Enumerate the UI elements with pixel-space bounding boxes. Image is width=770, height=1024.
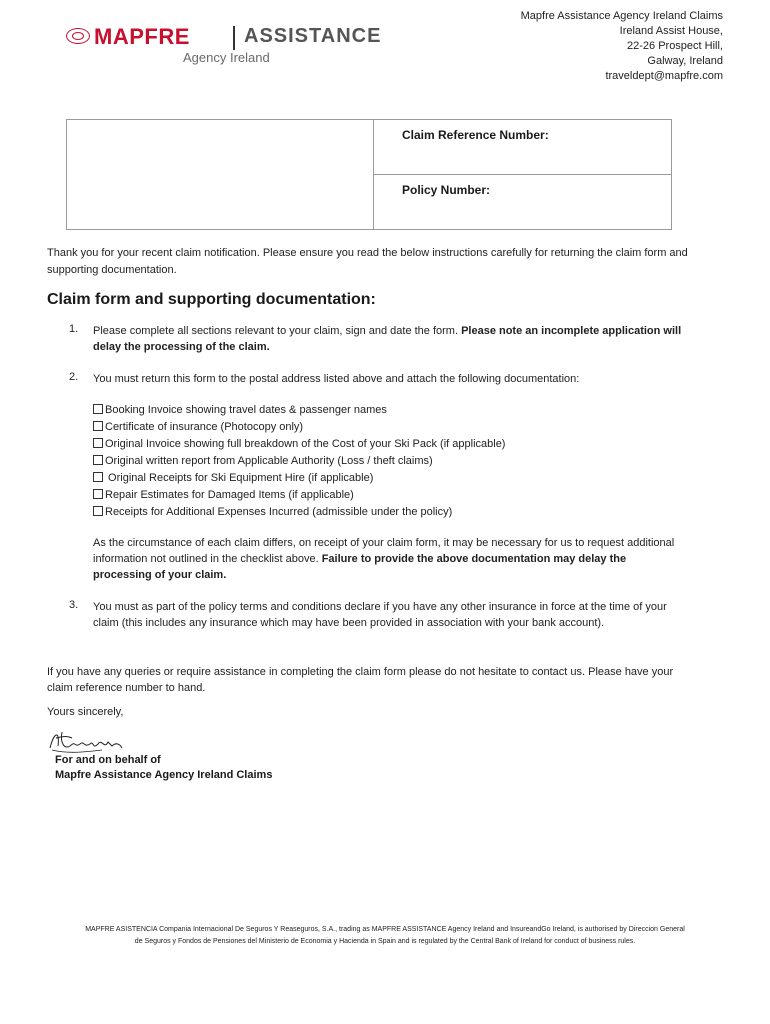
footer-line: de Seguros y Fondos de Pensiones del Ministerio de Economia y Hacienda in Spain and is regulated by the Central Bank of Ireland for conduct of business rules. [134, 938, 636, 945]
address-block [521, 9, 723, 84]
circumstance-paragraph [93, 535, 683, 583]
checklist-item [93, 504, 505, 521]
checkbox-icon[interactable] [93, 472, 103, 482]
circumstance-body: As the circumstance of each claim differs, on receipt of your claim form, it may be necessary for us to request additional information not outlined in the checklist above. [93, 537, 675, 565]
checkbox-icon[interactable] [93, 421, 103, 431]
behalf-company: Mapfre Assistance Agency Ireland Claims [55, 769, 273, 781]
reference-box [66, 119, 672, 230]
checkbox-icon[interactable] [93, 455, 103, 465]
logo-subtitle: Agency Ireland [183, 50, 270, 65]
item-2-text: You must return this form to the postal address listed above and attach the following documentation: [93, 373, 580, 385]
legal-footer [40, 924, 730, 948]
policy-number-label: Policy Number: [402, 183, 491, 197]
email-address: traveldept@mapfre.com [605, 70, 723, 82]
mapfre-emblem-icon [66, 28, 90, 44]
checklist-item [93, 470, 505, 487]
item-1-text [93, 323, 693, 355]
intro-paragraph: Thank you for your recent claim notification. Please ensure you read the below instructions carefully for returning the claim form and supporting documentation. [47, 247, 688, 276]
item-number: 3. [69, 599, 79, 611]
checkbox-icon[interactable] [93, 489, 103, 499]
address-window-box [67, 120, 374, 229]
checklist-item [93, 436, 505, 453]
checklist-item [93, 487, 505, 504]
closing-paragraph: If you have any queries or require assistance in completing the claim form please do not hesitate to contact us. Please have your claim reference number to hand. [47, 666, 674, 694]
checklist-label: Booking Invoice showing travel dates & passenger names [105, 404, 387, 416]
logo-division: ASSISTANCE [244, 25, 382, 47]
documentation-checklist [93, 402, 505, 521]
checklist-item [93, 419, 505, 436]
checklist-item [93, 402, 505, 419]
behalf-line: For and on behalf of [55, 754, 161, 766]
checklist-label: Original Invoice showing full breakdown of the Cost of your Ski Pack (if applicable) [105, 438, 506, 450]
policy-number-field [374, 175, 671, 229]
address-line: 22-26 Prospect Hill, [627, 40, 723, 52]
sign-off: Yours sincerely, [47, 706, 124, 718]
item-1-warning: Please note an incomplete application will delay the processing of the claim. [93, 325, 682, 353]
address-line: Ireland Assist House, [619, 25, 723, 37]
item-number: 1. [69, 323, 79, 335]
checklist-label: Original Receipts for Ski Equipment Hire (if applicable) [105, 472, 374, 484]
item-3-text: You must as part of the policy terms and conditions declare if you have any other insurance in force at the time of your claim (this includes any insurance which may have been provided in association with your bank account). [93, 601, 667, 629]
checkbox-icon[interactable] [93, 506, 103, 516]
item-number: 2. [69, 371, 79, 383]
checklist-label: Certificate of insurance (Photocopy only) [105, 421, 304, 433]
handwritten-signature [46, 724, 126, 756]
footer-line: MAPFRE ASISTENCIA Compania Internacional De Seguros Y Reaseguros, S.A., trading as MAPFRE ASSISTANCE Agency Ireland and InsureandGo Ireland, is authorised by Direccion General [85, 926, 685, 933]
company-logo [66, 24, 406, 68]
checklist-label: Receipts for Additional Expenses Incurred (admissible under the policy) [105, 506, 453, 518]
checklist-item [93, 453, 505, 470]
claim-reference-label: Claim Reference Number: [402, 128, 549, 142]
address-line: Galway, Ireland [647, 55, 723, 67]
section-heading: Claim form and supporting documentation: [47, 291, 376, 308]
checkbox-icon[interactable] [93, 404, 103, 414]
logo-brand: MAPFRE [94, 24, 190, 49]
signatory-block [55, 753, 272, 783]
checklist-label: Original written report from Applicable Authority (Loss / theft claims) [105, 455, 433, 467]
item-1-body: Please complete all sections relevant to your claim, sign and date the form. [93, 325, 462, 337]
address-line: Mapfre Assistance Agency Ireland Claims [520, 10, 723, 22]
checklist-label: Repair Estimates for Damaged Items (if applicable) [105, 489, 354, 501]
claim-reference-field [374, 120, 671, 175]
logo-divider [233, 26, 235, 50]
circumstance-warning: Failure to provide the above documentation may delay the processing of your claim. [93, 553, 627, 581]
checkbox-icon[interactable] [93, 438, 103, 448]
